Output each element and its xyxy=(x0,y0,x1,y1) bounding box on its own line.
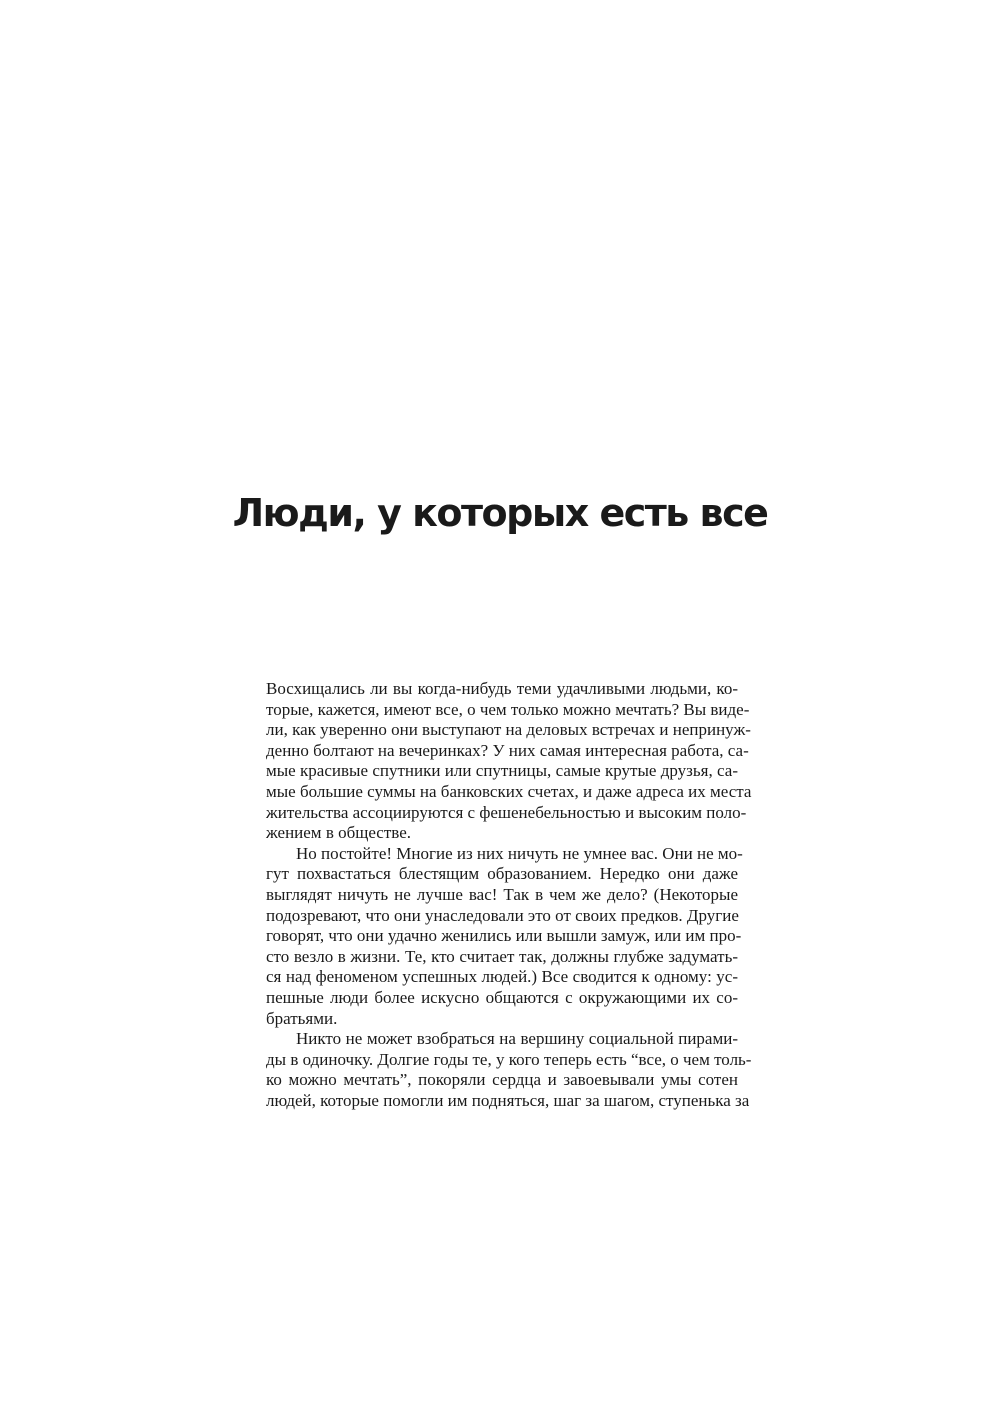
body-text xyxy=(266,679,752,1111)
text-line: подозревают, что они унаследовали это от своих предков. Другие xyxy=(266,905,739,925)
text-line: Но постойте! Многие из них ничуть не умнее вас. Они не мо- xyxy=(296,843,743,863)
text-line: людей, которые помогли им подняться, шаг за шагом, ступенька за xyxy=(266,1090,750,1110)
text-line: жением в обществе. xyxy=(266,823,411,843)
text-line: пешные люди более искусно общаются с окружающими их со- xyxy=(266,987,738,1007)
text-line: ко можно мечтать”, покоряли сердца и завоевывали умы сотен xyxy=(266,1070,738,1090)
text-line: выглядят ничуть не лучше вас! Так в чем же дело? (Некоторые xyxy=(266,884,738,904)
text-line: Никто не может взобраться на вершину социальной пирами- xyxy=(296,1029,738,1049)
paragraph xyxy=(266,679,752,844)
text-line: Восхищались ли вы когда-нибудь теми удачливыми людьми, ко- xyxy=(266,679,738,698)
paragraph xyxy=(266,1029,752,1111)
text-line: торые, кажется, имеют все, о чем только можно мечтать? Вы виде- xyxy=(266,699,750,719)
text-line: братьями. xyxy=(266,1008,338,1028)
chapter-title: Люди, у которых есть все xyxy=(232,491,768,535)
text-line: ся над феноменом успешных людей.) Все сводится к одному: ус- xyxy=(266,967,738,987)
text-line: сто везло в жизни. Те, кто считает так, должны глубже задумать- xyxy=(266,946,738,966)
text-line: говорят, что они удачно женились или вышли замуж, или им про- xyxy=(266,926,742,946)
text-line: мые большие суммы на банковских счетах, и даже адреса их места xyxy=(266,781,752,801)
text-line: ли, как уверенно они выступают на деловых встречах и непринуж- xyxy=(266,720,751,740)
text-line: гут похвастаться блестящим образованием. Нередко они даже xyxy=(266,864,738,884)
text-line: ды в одиночку. Долгие годы те, у кого теперь есть “все, о чем толь- xyxy=(266,1049,752,1069)
text-line: мые красивые спутники или спутницы, самые крутые друзья, са- xyxy=(266,761,738,781)
text-line: денно болтают на вечеринках? У них самая интересная работа, са- xyxy=(266,740,749,760)
text-line: жительства ассоциируются с фешенебельностью и высоким поло- xyxy=(266,802,747,822)
paragraph xyxy=(266,843,743,1029)
